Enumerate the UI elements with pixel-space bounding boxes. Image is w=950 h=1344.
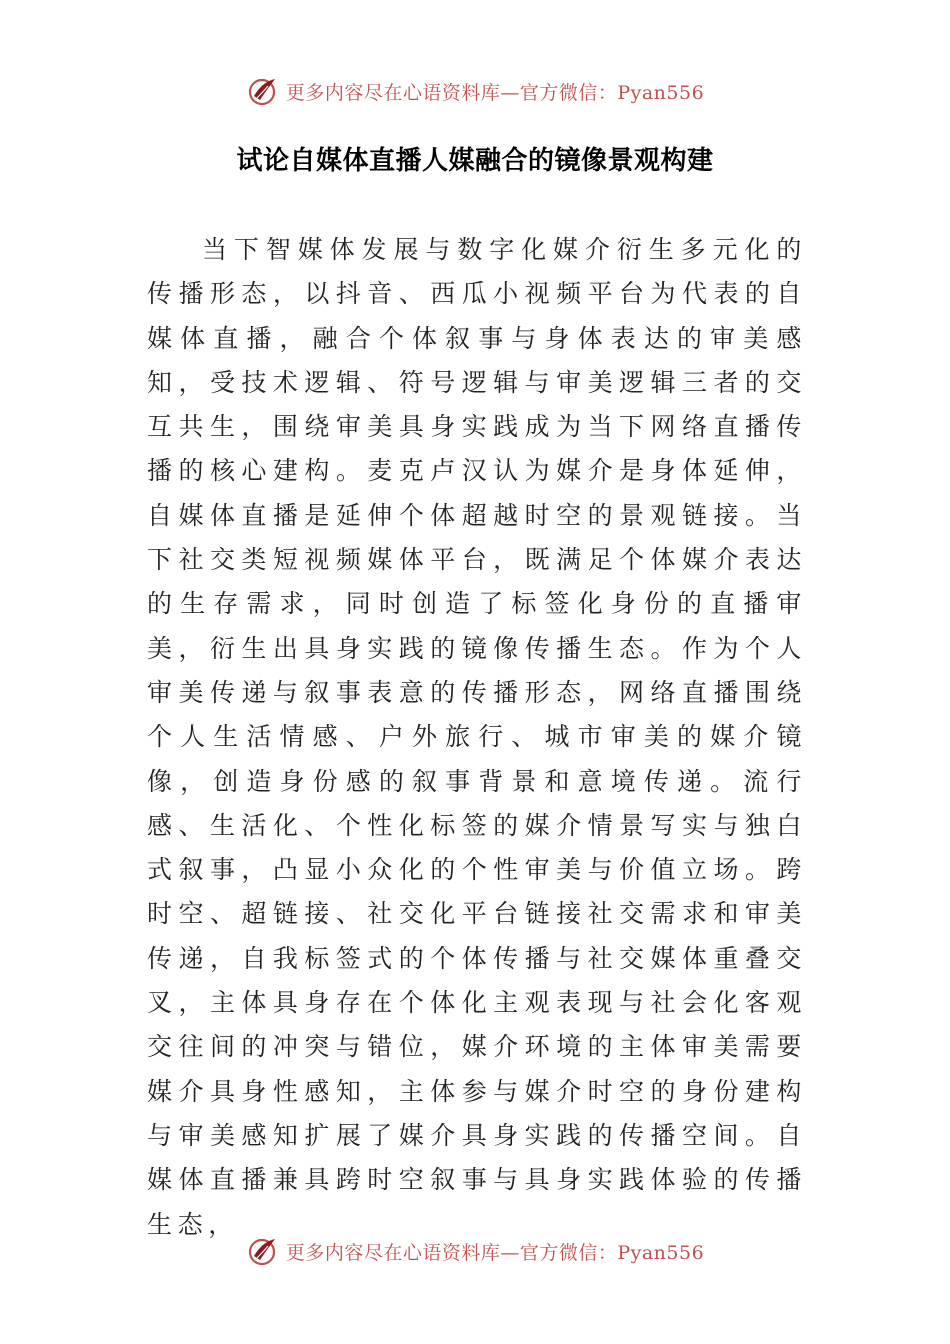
watermark-text: 更多内容尽在心语资料库—官方微信：Pyan556 [285,81,705,104]
watermark-text: 更多内容尽在心语资料库—官方微信：Pyan556 [285,1241,705,1264]
header-watermark [0,74,950,108]
document-title: 试论自媒体直播人媒融合的镜像景观构建 [236,146,714,176]
footer-watermark [0,1234,950,1268]
watermark-logo-icon [246,74,280,108]
watermark-logo-icon [246,1234,280,1268]
body-paragraph: 当下智媒体发展与数字化媒介衍生多元化的传播形态，以抖音、西瓜小视频平台为代表的自媒体直播，融合个体叙事与身体表达的审美感知，受技术逻辑、符号逻辑与审美逻辑三者的交互共生，围绕审美具身实践成为当下网络直播传播的核心建构。麦克卢汉认为媒介是身体延伸，自媒体直播是延伸个体超越时空的景观链接。当下社交类短视频媒体平台，既满足个体媒介表达的生存需求，同时创造了标签化身份的直播审美，衍生出具身实践的镜像传播生态。作为个人审美传递与叙事表意的传播形态，网络直播围绕个人生活情感、户外旅行、城市审美的媒介镜像，创造身份感的叙事背景和意境传递。流行感、生活化、个性化标签的媒介情景写实与独白式叙事，凸显小众化的个性审美与价值立场。跨时空、超链接、社交化平台链接社交需求和审美传递，自我标签式的个体传播与社交媒体重叠交叉，主体具身存在个体化主观表现与社会化客观交往间的冲突与错位，媒介环境的主体审美需要媒介具身性感知，主体参与媒介时空的身份建构与审美感知扩展了媒介具身实践的传播空间。自媒体直播兼具跨时空叙事与具身实践体验的传播生态， [147,235,807,1239]
